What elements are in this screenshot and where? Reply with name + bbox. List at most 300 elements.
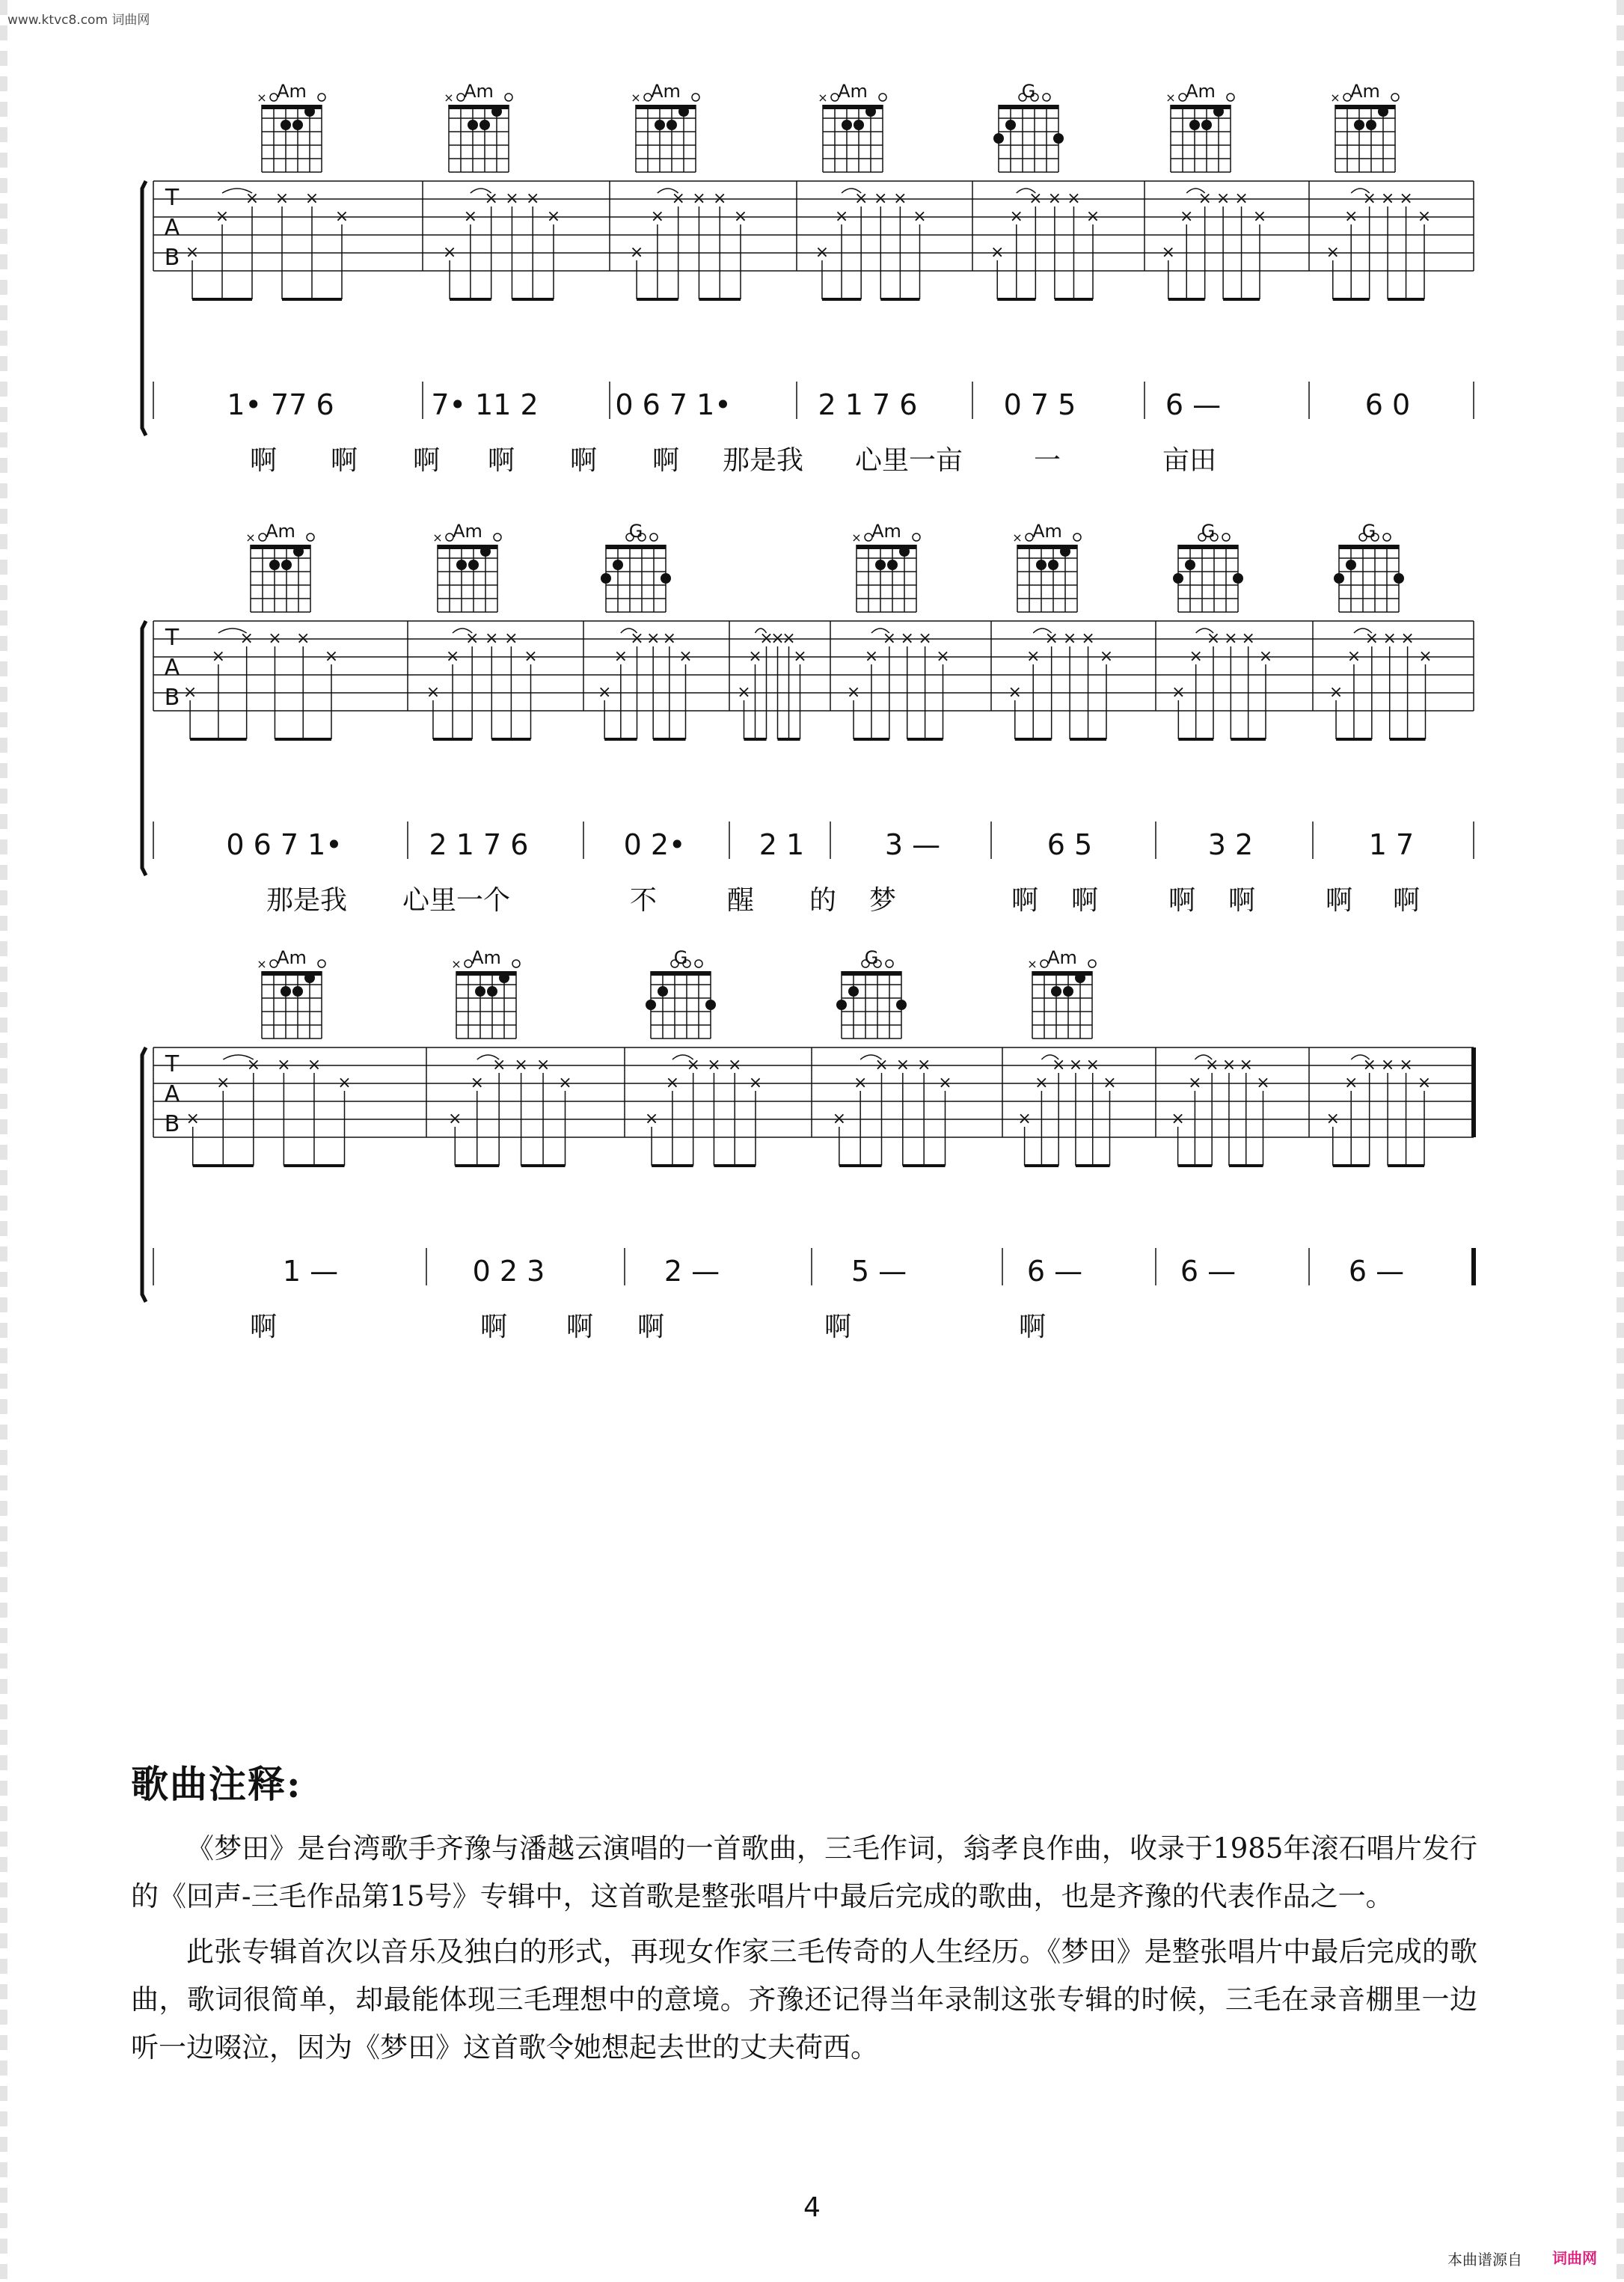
- tab-note-mark: ×: [1380, 1056, 1395, 1074]
- tab-note-mark: ×: [665, 1074, 680, 1092]
- tab-note-mark: ×: [1382, 629, 1397, 648]
- numbered-notation-measure: 6 —: [1348, 1255, 1405, 1288]
- lyric-text: 啊: [1325, 885, 1353, 916]
- numbered-notation-measure: 1 —: [282, 1255, 339, 1288]
- tab-note-mark: ×: [1344, 207, 1358, 226]
- tab-note-mark: ×: [918, 629, 932, 648]
- numbered-notation-measure: 2 1: [759, 828, 805, 861]
- open-string-mark: [650, 533, 658, 541]
- chord-name: Am: [1186, 81, 1216, 102]
- system-brace: [142, 181, 146, 435]
- chord-name: G: [673, 947, 688, 968]
- lyric-text: 啊: [1228, 885, 1256, 916]
- open-string-mark: [1227, 94, 1234, 101]
- tab-clef-letter: B: [164, 685, 180, 711]
- chord-dot: [1201, 120, 1212, 130]
- tab-note-mark: ×: [296, 629, 310, 648]
- tab-note-mark: ×: [246, 1056, 261, 1074]
- lyric-text: 啊: [487, 445, 515, 476]
- lyric-text: 啊: [249, 1312, 278, 1342]
- chord-dot: [1189, 120, 1200, 130]
- tab-clef-letter: B: [164, 245, 180, 271]
- open-string-mark: [494, 533, 501, 541]
- tab-note-mark: ×: [275, 189, 289, 208]
- tab-clef-letter: T: [165, 185, 180, 211]
- chord-diagram: [1330, 81, 1399, 172]
- chord-name: G: [1361, 521, 1376, 542]
- tab-note-mark: ×: [1400, 629, 1415, 648]
- numbered-notation-measure: 1• 77 6: [227, 388, 334, 421]
- chord-dot: [1173, 573, 1183, 584]
- muted-string-mark: ×: [245, 530, 256, 545]
- tab-note-mark: ×: [1399, 189, 1413, 208]
- chord-dot: [899, 546, 910, 557]
- tab-note-mark: ×: [1417, 207, 1432, 226]
- tab-note-mark: ×: [936, 647, 950, 666]
- tab-note-mark: ×: [1044, 629, 1058, 648]
- chord-diagram: [1173, 521, 1243, 612]
- tab-note-mark: ×: [445, 647, 460, 666]
- chord-diagram: [444, 81, 512, 172]
- tab-note-mark: ×: [728, 1056, 742, 1074]
- tab-note-mark: ×: [678, 647, 693, 666]
- numbered-notation-measure: 6 —: [1165, 388, 1222, 421]
- chord-nut: [999, 105, 1058, 109]
- tab-note-mark: ×: [1189, 647, 1203, 666]
- tab-note-mark: ×: [1051, 1056, 1066, 1074]
- open-string-mark: [512, 960, 520, 967]
- lyric-text: 那是我: [722, 445, 804, 476]
- lyric-text: 啊: [566, 1312, 594, 1342]
- chord-name: G: [1201, 521, 1216, 542]
- chord-diagram: [1165, 81, 1234, 172]
- chord-dot: [875, 560, 886, 570]
- footer-source-label: 本曲谱源自: [1447, 2251, 1522, 2269]
- tab-note-mark: ×: [216, 1074, 230, 1092]
- chord-name: Am: [838, 81, 868, 102]
- tab-note-mark: ×: [245, 189, 260, 208]
- numbered-notation-measure: 7• 11 2: [431, 388, 539, 421]
- tab-note-mark: ×: [782, 629, 796, 648]
- tab-note-mark: ×: [307, 1056, 322, 1074]
- tab-note-mark: ×: [853, 1074, 868, 1092]
- chord-name: Am: [1047, 947, 1077, 968]
- tab-note-mark: ×: [558, 1074, 572, 1092]
- lyric-text: 啊: [1011, 885, 1039, 916]
- chord-name: Am: [651, 81, 681, 102]
- tab-note-mark: ×: [504, 629, 518, 648]
- tab-note-mark: ×: [1103, 1074, 1117, 1092]
- chord-diagram: [818, 81, 886, 172]
- tab-note-mark: ×: [874, 189, 888, 208]
- muted-string-mark: ×: [1330, 91, 1340, 105]
- tab-clef-letter: A: [164, 1081, 180, 1107]
- tab-note-mark: ×: [1068, 1056, 1083, 1074]
- chord-diagram: [993, 81, 1064, 172]
- tab-clef-letter: T: [165, 1051, 180, 1077]
- tab-note-mark: ×: [277, 1056, 291, 1074]
- tab-clef-letter: A: [164, 215, 180, 241]
- numbered-notation-measure: 2 1 7 6: [429, 828, 529, 861]
- tab-note-mark: ×: [1241, 629, 1255, 648]
- chord-dot: [865, 106, 876, 117]
- tab-note-mark: ×: [1239, 1056, 1253, 1074]
- tab-note-mark: ×: [1204, 1056, 1219, 1074]
- tab-note-mark: ×: [1326, 1110, 1340, 1128]
- chord-diagram: [836, 947, 907, 1038]
- open-string-mark: [1088, 960, 1096, 967]
- chord-dot: [601, 573, 611, 584]
- numbered-notation-measure: 6 —: [1026, 1255, 1083, 1288]
- chord-diagram: [601, 521, 671, 612]
- numbered-notation-measure: 0 6 7 1•: [226, 828, 343, 861]
- tab-note-mark: ×: [1029, 189, 1043, 208]
- tab-note-mark: ×: [1256, 1074, 1270, 1092]
- tab-note-mark: ×: [900, 629, 914, 648]
- numbered-notation-measure: 1 7: [1368, 828, 1415, 861]
- chord-dot: [1334, 573, 1344, 584]
- open-string-mark: [307, 533, 314, 541]
- tab-note-mark: ×: [1035, 1074, 1049, 1092]
- chord-name: Am: [1350, 81, 1380, 102]
- tab-note-mark: ×: [874, 1056, 889, 1074]
- tab-note-mark: ×: [324, 647, 339, 666]
- chord-dot: [667, 120, 677, 130]
- chord-diagram: [1334, 521, 1404, 612]
- tab-note-mark: ×: [1062, 629, 1077, 648]
- tab-note-mark: ×: [536, 1056, 551, 1074]
- tab-note-mark: ×: [1171, 683, 1186, 702]
- tab-note-mark: ×: [733, 207, 748, 226]
- numbered-notation-measure: 0 2•: [623, 828, 686, 861]
- tab-note-mark: ×: [1222, 1056, 1237, 1074]
- tab-note-mark: ×: [1081, 629, 1095, 648]
- tab-note-mark: ×: [546, 207, 561, 226]
- tab-note-mark: ×: [1258, 647, 1273, 666]
- chord-name: Am: [1032, 521, 1062, 542]
- muted-string-mark: ×: [257, 957, 267, 971]
- tab-note-mark: ×: [646, 629, 661, 648]
- lyric-text: 啊: [330, 445, 358, 476]
- chord-dot: [281, 560, 292, 570]
- tab-note-mark: ×: [215, 207, 230, 226]
- chord-dot: [1213, 106, 1224, 117]
- muted-string-mark: ×: [432, 530, 443, 545]
- open-string-mark: [886, 960, 893, 967]
- open-string-mark: [692, 94, 699, 101]
- chord-name: Am: [464, 81, 494, 102]
- lyric-text: 啊: [1070, 885, 1099, 916]
- lyric-text: 啊: [479, 1312, 508, 1342]
- tab-note-mark: ×: [186, 1110, 200, 1128]
- tab-note-mark: ×: [692, 189, 706, 208]
- tab-note-mark: ×: [1329, 683, 1343, 702]
- tab-note-mark: ×: [644, 1110, 659, 1128]
- tab-note-mark: ×: [1188, 1074, 1202, 1092]
- open-string-mark: [1383, 533, 1391, 541]
- tab-note-mark: ×: [1344, 1074, 1358, 1092]
- tab-note-mark: ×: [759, 629, 773, 648]
- tab-clef-letter: B: [164, 1111, 180, 1137]
- lyric-text: 啊: [412, 445, 441, 476]
- muted-string-mark: ×: [1027, 957, 1038, 971]
- tab-note-mark: ×: [707, 1056, 721, 1074]
- tab-note-mark: ×: [815, 243, 830, 262]
- muted-string-mark: ×: [451, 957, 462, 971]
- chord-nut: [1339, 545, 1399, 549]
- chord-name: Am: [871, 521, 901, 542]
- numbered-notation-measure: 3 —: [884, 828, 941, 861]
- chord-name: Am: [453, 521, 482, 542]
- tab-note-mark: ×: [485, 629, 499, 648]
- lyric-text: 那是我: [266, 885, 348, 916]
- tab-note-mark: ×: [1346, 647, 1361, 666]
- tab-note-mark: ×: [337, 1074, 352, 1092]
- chord-dot: [613, 560, 623, 570]
- numbered-notation-measure: 2 —: [664, 1255, 720, 1288]
- tab-note-mark: ×: [1047, 189, 1062, 208]
- chord-dot: [678, 106, 689, 117]
- open-string-mark: [318, 94, 325, 101]
- tab-note-mark: ×: [613, 647, 628, 666]
- open-string-mark: [1073, 533, 1081, 541]
- chord-dot: [487, 986, 497, 997]
- numbered-notation-measure: 0 6 7 1•: [615, 388, 732, 421]
- tab-note-mark: ×: [484, 189, 498, 208]
- site-url: www.ktvc8.com 词曲网: [7, 13, 150, 28]
- tab-clef-letter: A: [164, 655, 180, 681]
- chord-nut: [651, 971, 711, 976]
- chord-dot: [854, 120, 864, 130]
- chord-diagram: [851, 521, 920, 612]
- open-string-mark: [879, 94, 886, 101]
- tab-note-mark: ×: [1234, 189, 1248, 208]
- chord-dot: [658, 986, 668, 997]
- tab-note-mark: ×: [597, 683, 612, 702]
- lyric-text: 啊: [652, 445, 680, 476]
- lyric-text: 一: [1033, 445, 1061, 476]
- chord-diagram: [1012, 521, 1081, 612]
- tab-note-mark: ×: [304, 189, 319, 208]
- tab-note-mark: ×: [630, 629, 644, 648]
- chord-dot: [468, 560, 479, 570]
- chord-diagram: [257, 81, 325, 172]
- chord-dot: [499, 973, 509, 983]
- tab-note-mark: ×: [1252, 207, 1267, 226]
- tab-note-mark: ×: [1364, 629, 1379, 648]
- chord-dot: [304, 973, 315, 983]
- chord-dot: [1060, 546, 1070, 557]
- lyric-text: 心里一个: [402, 885, 511, 916]
- chord-dot: [1063, 986, 1073, 997]
- notes-paragraph: 此张专辑首次以音乐及独白的形式，再现女作家三毛传奇的人生经历。《梦田》是整张唱片中最后完成的歌曲，歌词很简单，却最能体现三毛理想中的意境。齐豫还记得当年录制这张专辑的时候，三毛在录音棚里一边听一边啜泣，因为《梦田》这首歌令她想起去世的丈夫荷西。: [131, 1936, 1477, 2064]
- open-string-mark: [1222, 533, 1230, 541]
- chord-dot: [1394, 573, 1404, 584]
- chord-name: G: [1021, 81, 1036, 102]
- chord-dot: [1036, 560, 1047, 570]
- tab-note-mark: ×: [1008, 683, 1022, 702]
- tab-note-mark: ×: [465, 629, 479, 648]
- tab-note-mark: ×: [1417, 1074, 1432, 1092]
- muted-string-mark: ×: [1165, 91, 1176, 105]
- tab-note-mark: ×: [491, 1056, 506, 1074]
- chord-dot: [281, 986, 291, 997]
- tab-note-mark: ×: [211, 647, 226, 666]
- lyric-text: 啊: [569, 445, 598, 476]
- chord-dot: [1354, 120, 1364, 130]
- chord-dot: [491, 106, 502, 117]
- chord-dot: [1075, 973, 1085, 983]
- tab-note-mark: ×: [268, 629, 282, 648]
- tab-note-mark: ×: [334, 207, 349, 226]
- tab-note-mark: ×: [671, 189, 685, 208]
- tab-note-mark: ×: [470, 1074, 484, 1092]
- tab-note-mark: ×: [770, 629, 785, 648]
- tab-note-mark: ×: [185, 243, 200, 262]
- chord-dot: [479, 120, 490, 130]
- page-number: 4: [803, 2192, 821, 2223]
- system-brace: [142, 621, 146, 875]
- chord-name: Am: [277, 947, 307, 968]
- lyric-text: 不: [629, 885, 658, 916]
- system-brace: [142, 1047, 146, 1302]
- chord-dot: [269, 560, 280, 570]
- tab-note-mark: ×: [514, 1056, 528, 1074]
- lyric-text: 啊: [249, 445, 278, 476]
- muted-string-mark: ×: [257, 91, 267, 105]
- chord-nut: [842, 971, 901, 976]
- tab-note-mark: ×: [1399, 1056, 1413, 1074]
- open-string-mark: [695, 960, 702, 967]
- tab-note-mark: ×: [629, 243, 644, 262]
- chord-dot: [993, 133, 1004, 144]
- chord-dot: [1233, 573, 1243, 584]
- numbered-notation-measure: 0 7 5: [1003, 388, 1076, 421]
- muted-string-mark: ×: [851, 530, 862, 545]
- chord-diagram: [257, 947, 325, 1038]
- tab-note-mark: ×: [1026, 647, 1041, 666]
- tab-note-mark: ×: [686, 1056, 700, 1074]
- notes-heading: 歌曲注释:: [131, 1762, 302, 1806]
- chord-diagram: [631, 81, 699, 172]
- chord-name: Am: [266, 521, 295, 542]
- chord-dot: [661, 573, 671, 584]
- chord-dot: [1053, 133, 1064, 144]
- chord-nut: [1178, 545, 1238, 549]
- lyric-text: 心里一亩: [854, 445, 963, 476]
- tab-note-mark: ×: [1198, 189, 1212, 208]
- chord-dot: [468, 120, 478, 130]
- lyric-text: 啊: [1168, 885, 1196, 916]
- tab-note-mark: ×: [1362, 189, 1376, 208]
- lyric-text: 亩田: [1162, 445, 1217, 476]
- chord-dot: [887, 560, 898, 570]
- lyric-text: 的: [809, 885, 837, 916]
- chord-name: G: [628, 521, 643, 542]
- tab-note-mark: ×: [748, 1074, 763, 1092]
- lyric-text: 梦: [868, 885, 897, 916]
- open-string-mark: [318, 960, 325, 967]
- muted-string-mark: ×: [631, 91, 641, 105]
- chord-dot: [705, 1000, 716, 1010]
- tab-note-mark: ×: [854, 189, 868, 208]
- open-string-mark: [1043, 94, 1050, 101]
- numbered-notation-measure: 6 —: [1180, 1255, 1237, 1288]
- tab-note-mark: ×: [737, 683, 751, 702]
- numbered-notation-measure: 2 1 7 6: [818, 388, 918, 421]
- song-notes: [131, 1755, 1477, 2079]
- chord-dot: [655, 120, 665, 130]
- chord-dot: [1346, 560, 1356, 570]
- tab-note-mark: ×: [1326, 243, 1340, 262]
- tab-note-mark: ×: [882, 629, 897, 648]
- chord-name: Am: [277, 81, 307, 102]
- tab-note-mark: ×: [864, 647, 879, 666]
- chord-diagram: [451, 947, 520, 1038]
- chord-dot: [848, 986, 859, 997]
- tab-note-mark: ×: [1067, 189, 1081, 208]
- chord-diagram: [1027, 947, 1096, 1038]
- chord-dot: [1378, 106, 1388, 117]
- chord-name: G: [864, 947, 879, 968]
- chord-dot: [1005, 120, 1016, 130]
- tab-note-mark: ×: [846, 683, 861, 702]
- tab-note-mark: ×: [426, 683, 441, 702]
- tab-note-mark: ×: [1224, 629, 1238, 648]
- lyric-text: 啊: [824, 1312, 852, 1342]
- tab-note-mark: ×: [1180, 207, 1194, 226]
- lyric-text: 啊: [637, 1312, 665, 1342]
- tab-note-mark: ×: [893, 189, 907, 208]
- numbered-notation-measure: 6 5: [1047, 828, 1093, 861]
- open-string-mark: [505, 94, 512, 101]
- chord-dot: [836, 1000, 847, 1010]
- tab-note-mark: ×: [183, 683, 197, 702]
- lyric-text: 啊: [1018, 1312, 1047, 1342]
- tab-note-mark: ×: [448, 1110, 462, 1128]
- chord-dot: [456, 560, 467, 570]
- chord-dot: [1048, 560, 1058, 570]
- tab-note-mark: ×: [895, 1056, 910, 1074]
- muted-string-mark: ×: [1012, 530, 1023, 545]
- chord-dot: [896, 1000, 907, 1010]
- chord-dot: [646, 1000, 656, 1010]
- tab-note-mark: ×: [834, 207, 849, 226]
- tab-note-mark: ×: [1171, 1110, 1185, 1128]
- open-string-mark: [1391, 94, 1399, 101]
- tab-note-mark: ×: [1099, 647, 1114, 666]
- muted-string-mark: ×: [444, 91, 454, 105]
- tab-note-mark: ×: [1085, 1056, 1100, 1074]
- tab-note-mark: ×: [1362, 1056, 1376, 1074]
- tab-note-mark: ×: [442, 243, 457, 262]
- lyric-text: 醒: [726, 885, 755, 916]
- tab-note-mark: ×: [1418, 647, 1433, 666]
- chord-dot: [281, 120, 291, 130]
- chord-dot: [475, 986, 485, 997]
- tab-note-mark: ×: [1206, 629, 1221, 648]
- tab-note-mark: ×: [505, 189, 519, 208]
- chord-dot: [304, 106, 315, 117]
- tab-note-mark: ×: [239, 629, 254, 648]
- muted-string-mark: ×: [818, 91, 828, 105]
- tab-note-mark: ×: [793, 647, 807, 666]
- tab-note-mark: ×: [662, 629, 677, 648]
- chord-dot: [1051, 986, 1061, 997]
- chord-dot: [292, 120, 303, 130]
- tab-note-mark: ×: [524, 647, 538, 666]
- tab-note-mark: ×: [1161, 243, 1175, 262]
